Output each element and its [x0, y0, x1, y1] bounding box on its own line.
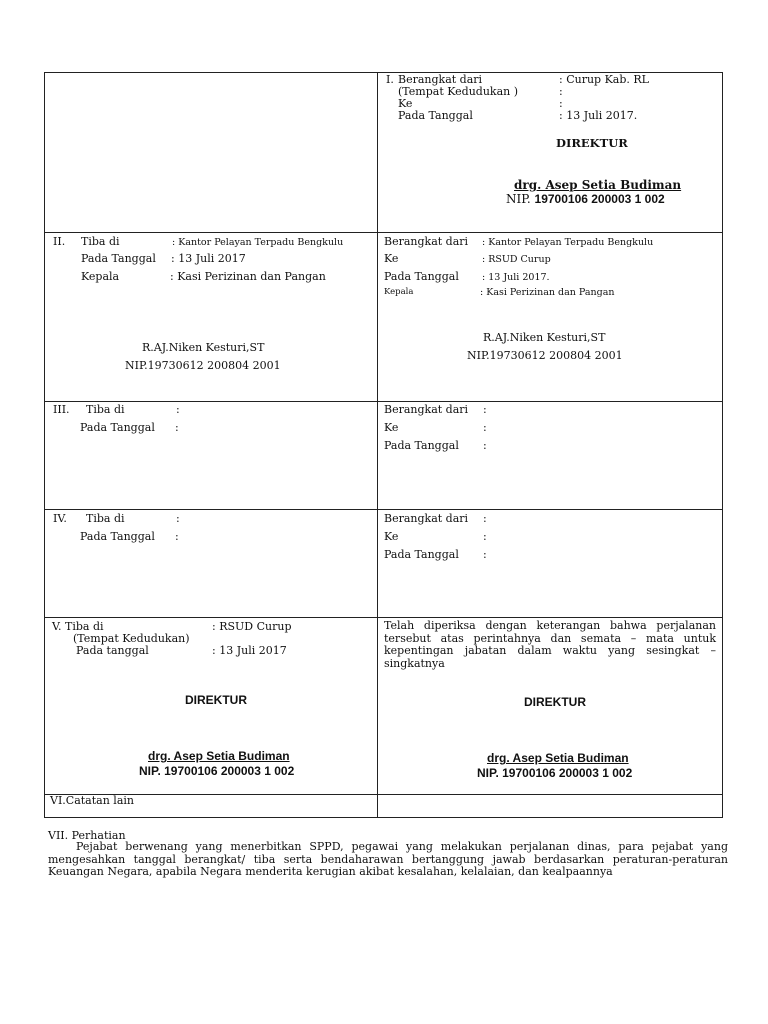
row-divider-5	[44, 794, 723, 795]
berangkat-dari-label: Berangkat dari	[398, 73, 483, 86]
kepala-value: : Kasi Perizinan dan Pangan	[480, 287, 615, 298]
tiba-di-colon: :	[176, 512, 180, 525]
tiba-di-label: Tiba di	[86, 512, 125, 525]
pada-tanggal-colon: :	[175, 421, 179, 434]
row-divider-3	[44, 509, 723, 510]
table-border-bottom	[44, 817, 723, 818]
row-divider-1	[44, 232, 723, 233]
pada-tanggal-colon: :	[483, 439, 487, 452]
direktur-title: DIREKTUR	[556, 136, 628, 150]
pada-tanggal-label: Pada Tanggal	[80, 530, 155, 543]
direktur-title: DIREKTUR	[185, 693, 247, 707]
ke-colon: :	[559, 97, 563, 110]
perhatian-body: Pejabat berwenang yang menerbitkan SPPD, pegawai yang melakukan perjalanan dinas, para pejabat yang mengesahkan tanggal berangkat/ tiba serta bendaharawan bertanggung jawab berdasarkan peraturan-peraturan Keuangan Negara, apabila Negara menderita kerugian akibat kesalahan, kelalaian, dan kealpaannya	[48, 840, 728, 878]
tempat-kedudukan-label: (Tempat Kedudukan)	[73, 632, 190, 645]
table-border-right	[722, 72, 723, 818]
pada-tanggal-label: Pada Tanggal	[80, 421, 155, 434]
pada-tanggal-value: : 13 Juli 2017.	[559, 109, 638, 122]
tempat-kedudukan-label: (Tempat Kedudukan )	[398, 85, 519, 98]
ke-label: Ke	[384, 421, 399, 434]
kepala-value: : Kasi Perizinan dan Pangan	[170, 270, 326, 283]
pada-tanggal-label: Pada Tanggal	[384, 548, 459, 561]
pada-tanggal-colon: :	[175, 530, 179, 543]
tiba-di-label: Tiba di	[81, 235, 120, 248]
berangkat-dari-colon: :	[483, 403, 487, 416]
section-3-roman: III.	[53, 403, 70, 416]
signatory-nip: NIP.19730612 200804 2001	[125, 359, 281, 372]
tiba-di-colon: :	[176, 403, 180, 416]
berangkat-dari-label: Berangkat dari	[384, 512, 469, 525]
berangkat-dari-label: Berangkat dari	[384, 403, 469, 416]
direktur-nip: NIP. 19700106 200003 1 002	[139, 764, 295, 778]
pada-tanggal-label: Pada Tanggal	[384, 439, 459, 452]
verification-statement: Telah diperiksa dengan keterangan bahwa perjalanan tersebut atas perintahnya dan semata – mata untuk kepentingan jabatan dalam waktu yang sesingkat – singkatnya	[384, 619, 716, 670]
ke-label: Ke	[384, 530, 399, 543]
signatory-nip: NIP.19730612 200804 2001	[467, 349, 623, 362]
pada-tanggal-value: : 13 Juli 2017	[212, 644, 287, 657]
direktur-title: DIREKTUR	[524, 695, 586, 709]
ke-colon: :	[483, 530, 487, 543]
berangkat-dari-value: : Kantor Pelayan Terpadu Bengkulu	[482, 237, 654, 248]
pada-tanggal-label: Pada Tanggal	[384, 270, 459, 283]
catatan-lain-label: VI.Catatan lain	[50, 794, 134, 807]
nip-number: 19700106 200003 1 002	[534, 192, 665, 206]
signatory-name: R.AJ.Niken Kesturi,ST	[483, 331, 606, 344]
tiba-di-value: : RSUD Curup	[212, 620, 292, 633]
pada-tanggal-value: : 13 Juli 2017.	[482, 272, 550, 283]
direktur-nip	[506, 193, 665, 206]
direktur-signatory-name: drg. Asep Setia Budiman	[148, 749, 290, 763]
pada-tanggal-label: Pada Tanggal	[398, 109, 473, 122]
row-divider-4	[44, 617, 723, 618]
pada-tanggal-value: : 13 Juli 2017	[171, 252, 246, 265]
direktur-nip: NIP. 19700106 200003 1 002	[477, 766, 633, 780]
pada-tanggal-label: Pada Tanggal	[81, 252, 156, 265]
pada-tanggal-label: Pada tanggal	[76, 644, 149, 657]
direktur-signatory-name: drg. Asep Setia Budiman	[514, 178, 682, 192]
direktur-signatory-name: drg. Asep Setia Budiman	[487, 751, 629, 765]
ke-label: Ke	[398, 97, 413, 110]
tiba-di-label: V. Tiba di	[52, 620, 104, 633]
signatory-name: R.AJ.Niken Kesturi,ST	[142, 341, 265, 354]
ke-colon: :	[483, 421, 487, 434]
row-divider-2	[44, 401, 723, 402]
tiba-di-label: Tiba di	[86, 403, 125, 416]
table-column-divider	[377, 72, 378, 818]
table-border-left	[44, 72, 45, 818]
berangkat-dari-colon: :	[483, 512, 487, 525]
perhatian-title: VII. Perhatian	[48, 829, 126, 842]
berangkat-dari-value: : Curup Kab. RL	[559, 73, 649, 86]
section-4-roman: IV.	[53, 512, 67, 525]
kepala-label: Kepala	[81, 270, 120, 283]
section-2-roman: II.	[53, 235, 66, 248]
nip-prefix: NIP.	[506, 192, 531, 206]
tempat-kedudukan-colon: :	[559, 85, 563, 98]
ke-value: : RSUD Curup	[482, 254, 551, 265]
tiba-di-value: : Kantor Pelayan Terpadu Bengkulu	[172, 237, 344, 248]
section-1-roman: I.	[386, 73, 394, 86]
kepala-label: Kepala	[384, 287, 414, 297]
berangkat-dari-label: Berangkat dari	[384, 235, 469, 248]
ke-label: Ke	[384, 252, 399, 265]
pada-tanggal-colon: :	[483, 548, 487, 561]
